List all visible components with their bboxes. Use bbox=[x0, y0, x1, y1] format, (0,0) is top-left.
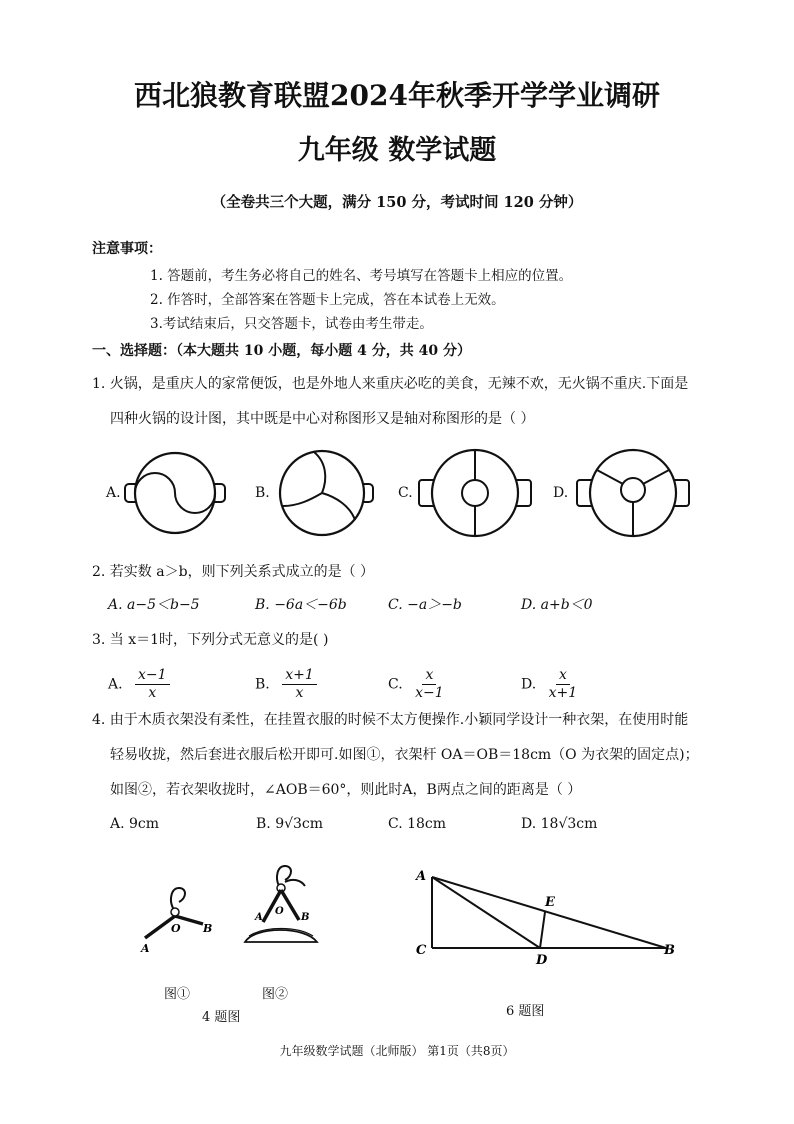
q3-option-c bbox=[388, 667, 444, 702]
q3-stem: 3. 当 x＝1时，下列分式无意义的是( ) bbox=[92, 632, 329, 648]
hanger-open-label-o: O bbox=[171, 922, 181, 935]
q3-fraction-a bbox=[135, 667, 170, 702]
page-footer: 九年级数学试题（北师版） 第1页（共8页） bbox=[279, 1044, 515, 1058]
q2-option-c: C. −a＞−b bbox=[388, 597, 462, 613]
q1-label-b: B. bbox=[255, 485, 270, 501]
q1-line-2: 四种火锅的设计图，其中既是中心对称图形又是轴对称图形的是（ ） bbox=[110, 411, 535, 427]
hanger-open-label-a: A bbox=[141, 942, 150, 955]
section-heading: 一、选择题：（本大题共 10 小题，每小题 4 分，共 40 分） bbox=[92, 343, 471, 359]
q3-label-d: D. bbox=[521, 676, 537, 693]
q3-option-b bbox=[255, 667, 317, 702]
q3-label-b: B. bbox=[255, 676, 270, 693]
hanger-open-figure bbox=[135, 880, 225, 965]
q1-label-a: A. bbox=[106, 485, 121, 501]
q3-fraction-d-denominator: x+1 bbox=[548, 685, 578, 701]
q1-line-1: 1. 火锅，是重庆人的家常便饭，也是外地人来重庆必吃的美食，无辣不欢，无火锅不重庆.下面是 bbox=[92, 376, 689, 392]
exam-subject-title: 九年级 数学试题 bbox=[297, 135, 497, 166]
hotpot-c-figure bbox=[415, 440, 535, 550]
hotpot-b-figure bbox=[270, 440, 380, 550]
q3-option-a bbox=[108, 667, 170, 702]
q4-option-a: A. 9cm bbox=[110, 816, 160, 832]
q4-line-3: 如图②，若衣架收拢时，∠AOB＝60°，则此时A，B两点之间的距离是（ ） bbox=[110, 782, 582, 798]
q6-figure-caption: 6 题图 bbox=[506, 1004, 545, 1019]
triangle-label-d: D bbox=[536, 953, 548, 968]
q3-fraction-a-numerator: x−1 bbox=[135, 667, 170, 685]
triangle-label-e: E bbox=[545, 895, 555, 910]
q3-fraction-b-numerator: x+1 bbox=[282, 667, 317, 685]
q3-option-d bbox=[521, 667, 577, 702]
q4-option-c: C. 18cm bbox=[388, 816, 447, 832]
triangle-label-b: B bbox=[664, 943, 675, 958]
q4-option-b: B. 9√3cm bbox=[256, 816, 324, 832]
q4-figure-caption: 4 题图 bbox=[202, 1010, 241, 1025]
hotpot-a-figure bbox=[120, 440, 230, 550]
hanger-closed-label-b: B bbox=[301, 912, 310, 923]
q2-option-b: B. −6a＜−6b bbox=[255, 597, 347, 613]
q3-fraction-d bbox=[549, 667, 578, 702]
q3-fraction-b-denominator: x bbox=[295, 685, 304, 701]
q4-line-2: 轻易收拢，然后套进衣服后松开即可.如图①，衣架杆 OA＝OB＝18cm（O 为衣架的固定点)； bbox=[110, 747, 699, 763]
q3-fraction-d-numerator: x bbox=[556, 667, 570, 685]
hanger-closed-figure bbox=[235, 860, 325, 955]
q3-fraction-c bbox=[415, 667, 444, 702]
fig2-caption: 图② bbox=[262, 987, 289, 1002]
q6-triangle-figure bbox=[408, 860, 688, 970]
q3-label-a: A. bbox=[108, 676, 123, 693]
hotpot-d-figure bbox=[575, 440, 695, 550]
fig1-caption: 图① bbox=[164, 987, 191, 1002]
q3-fraction-c-numerator: x bbox=[422, 667, 436, 685]
notice-item-2: 2. 作答时，全部答案在答题卡上完成，答在本试卷上无效。 bbox=[150, 292, 505, 308]
hanger-closed-label-a: A bbox=[255, 912, 263, 923]
q3-fraction-a-denominator: x bbox=[148, 685, 157, 701]
q3-fraction-b bbox=[282, 667, 317, 702]
notice-item-3: 3.考试结束后，只交答题卡，试卷由考生带走。 bbox=[150, 316, 433, 332]
triangle-label-c: C bbox=[416, 943, 427, 958]
hanger-open-label-b: B bbox=[203, 922, 213, 935]
q3-label-c: C. bbox=[388, 676, 403, 693]
q4-option-d: D. 18√3cm bbox=[521, 816, 598, 832]
notice-item-1: 1. 答题前，考生务必将自己的姓名、考号填写在答题卡上相应的位置。 bbox=[150, 268, 573, 284]
exam-info: （全卷共三个大题，满分 150 分，考试时间 120 分钟） bbox=[211, 194, 583, 211]
q2-option-a: A. a−5＜b−5 bbox=[108, 597, 200, 613]
q2-option-d: D. a+b＜0 bbox=[521, 597, 593, 613]
exam-title: 西北狼教育联盟2024年秋季开学学业调研 bbox=[134, 79, 660, 112]
q2-stem: 2. 若实数 a＞b，则下列关系式成立的是（ ） bbox=[92, 564, 375, 580]
triangle-label-a: A bbox=[416, 869, 427, 884]
q4-line-1: 4. 由于木质衣架没有柔性，在挂置衣服的时候不太方便操作.小颖同学设计一种衣架，在使用时能 bbox=[92, 712, 689, 728]
q1-label-d: D. bbox=[553, 485, 569, 501]
q3-fraction-c-denominator: x−1 bbox=[415, 685, 444, 701]
hanger-closed-label-o: O bbox=[275, 906, 284, 917]
q1-label-c: C. bbox=[398, 485, 413, 501]
notice-heading: 注意事项： bbox=[92, 241, 162, 257]
